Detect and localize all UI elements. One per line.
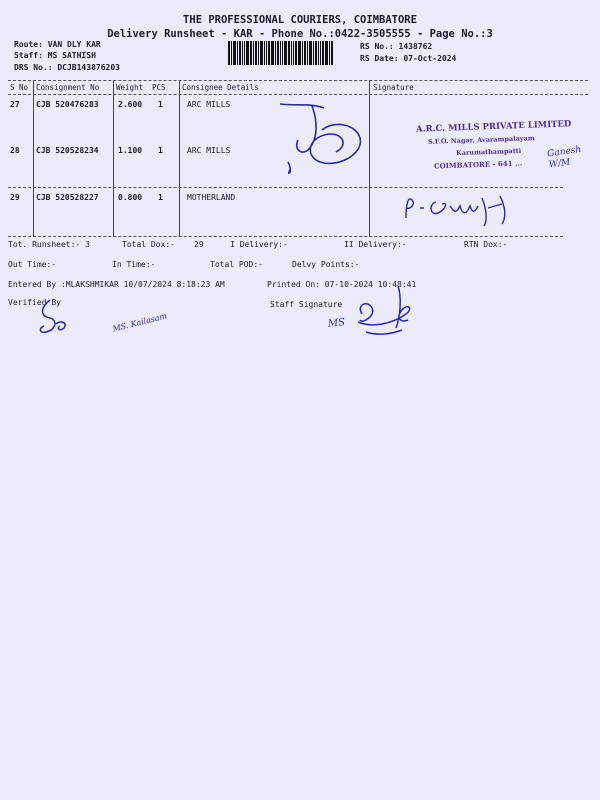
barcode — [228, 41, 354, 65]
rtn-dox: RTN Dox:- — [464, 240, 508, 249]
consignee-signature — [402, 194, 522, 230]
col-divider — [369, 80, 370, 237]
verifier-signature — [36, 298, 76, 338]
staff-signature-label: Staff Signature — [270, 300, 343, 309]
row-consignee: MOTHERLAND — [187, 193, 236, 202]
rs-date: RS Date: 07-Oct-2024 — [360, 54, 457, 63]
row-consignee: ARC MILLS — [187, 146, 231, 155]
verified-by-label: Verified By — [8, 298, 61, 307]
runsheet-subtitle: Delivery Runsheet - KAR - Phone No.:0422-3505555 - Page No.:3 — [107, 28, 493, 40]
col-header-pcs: PCS — [152, 83, 166, 92]
total-pod: Total POD:- — [210, 260, 263, 269]
col-header-weight: Weight — [116, 83, 144, 92]
row-pcs: 1 — [158, 146, 163, 155]
row-consignment: CJB 520528234 — [36, 146, 99, 155]
entered-by: Entered By :MLAKSHMIKAR 10/07/2024 8:18:23 AM — [8, 280, 225, 289]
consignee-signature — [278, 100, 368, 180]
table-bottom-rule — [8, 236, 563, 237]
row-pcs: 1 — [158, 100, 163, 109]
ii-delivery: II Delivery:- — [344, 240, 407, 249]
route-label: Route: VAN DLY KAR — [14, 40, 101, 49]
col-header-sno: S No — [10, 83, 29, 92]
delvy-points: Delvy Points:- — [292, 260, 360, 269]
rs-number: RS No.: 1438762 — [360, 42, 433, 51]
handwritten-note: Ganesh W/M — [546, 144, 582, 171]
table-top-rule — [8, 80, 588, 81]
company-stamp-line1: A.R.C. MILLS PRIVATE LIMITED — [415, 119, 572, 135]
col-divider — [33, 80, 34, 237]
out-time: Out Time:- — [8, 260, 57, 269]
col-header-consignee: Consignee Details — [182, 83, 259, 92]
row-weight: 1.100 — [118, 146, 143, 155]
total-dox-label: Total Dox:- — [122, 240, 175, 249]
company-stamp-line2: S.F.O. Nagar, Avarampalayam — [427, 134, 535, 146]
row-sno: 27 — [10, 100, 20, 109]
col-header-consignment: Consignment No — [36, 83, 100, 92]
row-sno: 28 — [10, 146, 20, 155]
row-sno: 29 — [10, 193, 20, 202]
company-title: THE PROFESSIONAL COURIERS, COIMBATORE — [183, 14, 417, 26]
table-header-rule — [8, 94, 588, 95]
row-weight: 2.600 — [118, 100, 143, 109]
company-stamp-line3: Karumathampatti — [455, 146, 522, 158]
company-stamp-line4: COIMBATORE - 641 ... — [433, 158, 523, 171]
staff-signature-prefix: MS — [327, 317, 346, 330]
col-divider — [179, 80, 180, 237]
col-header-signature: Signature — [373, 83, 414, 92]
col-divider — [113, 80, 114, 237]
verifier-handwritten-note: MS. Kailasam — [111, 311, 168, 334]
row-pcs: 1 — [158, 193, 163, 202]
row-weight: 0.800 — [118, 193, 143, 202]
row-consignee: ARC MILLS — [187, 100, 231, 109]
staff-label: Staff: MS SATHISH — [14, 51, 96, 60]
tot-runsheet: Tot. Runsheet:- 3 — [8, 240, 90, 249]
row-consignment: CJB 520476283 — [36, 100, 99, 109]
total-dox-value: 29 — [194, 240, 204, 249]
i-delivery: I Delivery:- — [230, 240, 288, 249]
drs-number: DRS No.: DCJB143876203 — [14, 63, 120, 72]
in-time: In Time:- — [112, 260, 156, 269]
printed-on: Printed On: 07-10-2024 10:48:41 — [267, 280, 417, 289]
row-consignment: CJB 520528227 — [36, 193, 99, 202]
staff-signature — [352, 284, 416, 344]
row-separator — [8, 187, 563, 188]
